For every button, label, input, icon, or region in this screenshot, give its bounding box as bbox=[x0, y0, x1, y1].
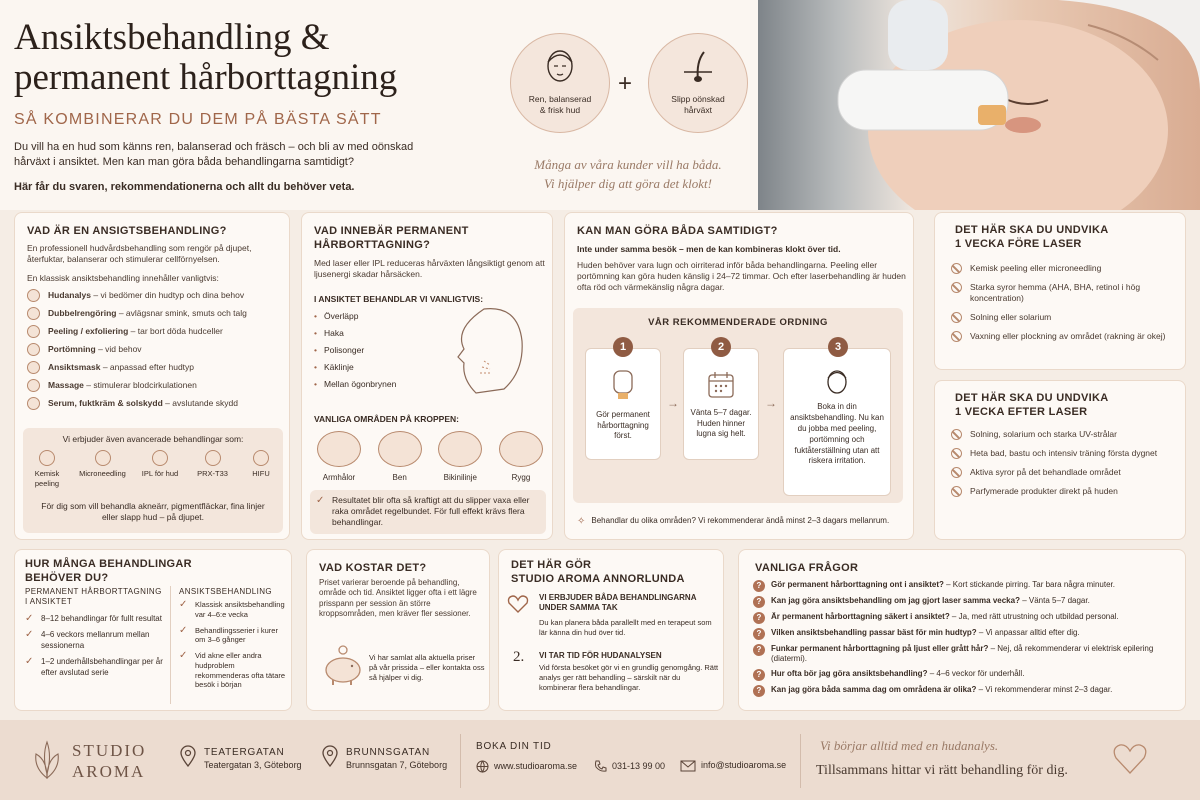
question-icon: ? bbox=[753, 596, 765, 608]
hero-photo bbox=[758, 0, 1200, 210]
faq-question: Gör permanent hårborttagning ont i ansiktet? bbox=[771, 580, 944, 589]
card-avoid-before-laser bbox=[934, 212, 1186, 370]
advanced-item bbox=[138, 450, 182, 488]
order-title: VÅR REKOMMENDERADE ORDNING bbox=[648, 317, 828, 328]
faq-item[interactable] bbox=[753, 644, 1183, 665]
diff-number-2: 2. bbox=[513, 649, 525, 665]
avoid-item-text: Heta bad, bastu och intensiv träning första dygnet bbox=[970, 448, 1158, 459]
cost-note: Vi har samlat alla aktuella priser på vår prissida – eller kontakta oss så hjälper vi dig. bbox=[369, 653, 485, 682]
title-line-2: permanent hårborttagning bbox=[14, 57, 398, 98]
serum-icon bbox=[27, 397, 40, 410]
faq-question: Funkar permanent hårborttagning på ljust eller grått hår? bbox=[771, 644, 989, 653]
body-area-label: Ben bbox=[392, 473, 407, 483]
check-icon: ✓ bbox=[25, 656, 34, 668]
card-facial-treatment bbox=[14, 212, 290, 540]
peeling-icon bbox=[27, 325, 40, 338]
avoid-item-text: Solning eller solarium bbox=[970, 312, 1052, 323]
diff-title-1: DET HÄR GÖR bbox=[511, 559, 592, 571]
card-how-many bbox=[14, 549, 292, 711]
arrow-icon: → bbox=[765, 396, 777, 410]
advanced-item-label: IPL för hud bbox=[141, 468, 179, 478]
intro-text: Du vill ha en hud som känns ren, balanserad och fräsch – och bli av med oönskad hårväxt i ansiktet. Men kan man göra båda behandlingarna samtidigt? bbox=[14, 141, 414, 168]
logo-line-1: STUDIO bbox=[72, 741, 147, 760]
circle-2-label: Slipp oönskad hårväxt bbox=[671, 93, 725, 115]
facial-step-desc: – vi bedömer din hudtyp och dina behov bbox=[91, 289, 245, 300]
location-2-name: BRUNNSGATAN bbox=[346, 747, 430, 758]
order-box bbox=[573, 308, 903, 503]
body-area-item bbox=[496, 431, 546, 484]
facial-step-desc: – stimulerar blodcirkulationen bbox=[83, 379, 197, 390]
advanced-item bbox=[191, 450, 235, 488]
footer-script: Vi börjar alltid med en hudanalys. bbox=[820, 738, 999, 753]
advanced-item bbox=[243, 450, 279, 488]
question-icon: ? bbox=[753, 612, 765, 624]
calendar-icon bbox=[705, 369, 737, 401]
prx-icon bbox=[205, 450, 221, 466]
diff-item-2-title: VI TAR TID FÖR HUDANALYSEN bbox=[539, 651, 662, 660]
advanced-note: För dig som vill behandla akneärr, pigmentfläckar, fina linjer eller slapp hud – på djupet. bbox=[41, 501, 265, 523]
chemical-peel-icon bbox=[39, 450, 55, 466]
avoid-item-text: Kemisk peeling eller microneedling bbox=[970, 263, 1102, 273]
count-item-text: 8–12 behandlingar för fullt resultat bbox=[41, 614, 162, 623]
arrow-icon: → bbox=[667, 396, 679, 410]
avoid-item bbox=[951, 429, 1179, 440]
facial-step bbox=[27, 325, 287, 338]
phone-icon bbox=[594, 760, 607, 773]
location-1-address: Teatergatan 3, Göteborg bbox=[204, 760, 302, 770]
facial-count-title: ANSIKTSBEHANDLING bbox=[179, 587, 273, 596]
avoid-after-title-1: DET HÄR SKA DU UNDVIKA bbox=[955, 392, 1109, 404]
cleansing-icon bbox=[27, 307, 40, 320]
logo-line-2: AROMA bbox=[72, 762, 146, 781]
faq-item[interactable] bbox=[753, 669, 1183, 681]
intro-bold: Här får du svaren, rekommendationerna och allt du behöver veta. bbox=[14, 181, 355, 193]
count-item bbox=[25, 657, 165, 678]
card-1-p1: En professionell hudvårdsbehandling som rengör på djupet, återfuktar, balanserar och stimulerar cellförnyelsen. bbox=[27, 243, 252, 265]
avoid-before-list bbox=[951, 263, 1179, 342]
hair-removal-note-box bbox=[310, 490, 546, 534]
advanced-treatments-box bbox=[23, 428, 283, 533]
question-icon: ? bbox=[753, 644, 765, 656]
check-icon: ✓ bbox=[179, 599, 188, 610]
check-icon: ✓ bbox=[179, 650, 188, 661]
bikini-icon bbox=[438, 431, 482, 467]
card-2-p1: Med laser eller IPL reduceras hårväxten långsiktigt genom att ljusenergi skadar hårsäcken. bbox=[314, 258, 545, 280]
footnote-text: Behandlar du olika områden? Vi rekommenderar ändå minst 2–3 dagars mellanrum. bbox=[591, 516, 890, 526]
diff-item-1-text: Du kan planera båda parallellt med en terapeut som lär känna din hud över tid. bbox=[539, 618, 712, 637]
faq-question: Är permanent hårborttagning säkert i ansiktet? bbox=[771, 612, 950, 621]
advanced-item bbox=[76, 450, 130, 488]
footer-divider bbox=[460, 734, 461, 788]
check-icon: ✓ bbox=[179, 624, 188, 636]
body-area-item bbox=[375, 431, 425, 484]
prohibited-icon bbox=[951, 486, 962, 497]
faq-item[interactable] bbox=[753, 580, 1183, 592]
circle-healthy-skin bbox=[510, 33, 610, 133]
facial-step bbox=[27, 397, 287, 410]
facial-step-name: Dubbelrengöring bbox=[48, 307, 117, 318]
facial-step bbox=[27, 379, 287, 392]
advanced-item-label: Microneedling bbox=[79, 468, 126, 478]
count-item-text: Vid akne eller andra hudproblem rekommenderas ofta tätare besök i början bbox=[195, 651, 286, 690]
prohibited-icon bbox=[951, 467, 962, 478]
avoid-item bbox=[951, 448, 1179, 459]
facial-step-name: Portömning bbox=[48, 343, 96, 354]
facial-step-name: Massage bbox=[48, 379, 84, 390]
card-3-title: KAN MAN GÖRA BÅDA SAMTIDIGT? bbox=[577, 225, 778, 237]
step-3-text: Boka in din ansiktsbehandling. Nu kan du jobba med peeling, portömning och fuktåterställning utan att riskera irritation. bbox=[790, 402, 884, 466]
face-areas-list bbox=[314, 311, 444, 396]
prohibited-icon bbox=[951, 312, 962, 323]
hair-removal-note: Resultatet blir ofta så kraftigt att du slipper vaxa eller raka området regelbundet. För full effekt krävs flera behandlingar. bbox=[332, 495, 530, 528]
hifu-icon bbox=[253, 450, 269, 466]
faq-answer: – Vänta 5–7 dagar. bbox=[1019, 596, 1090, 605]
advanced-item-label: HIFU bbox=[252, 468, 270, 478]
avoid-item-text: Vaxning eller plockning av området (rakning är okej) bbox=[970, 331, 1166, 342]
facial-step-desc: – anpassad efter hudtyp bbox=[100, 361, 195, 372]
mail-icon bbox=[680, 760, 696, 772]
count-item-text: Behandlingsserier i kurer om 3–6 gånger bbox=[195, 625, 278, 645]
pore-icon bbox=[27, 343, 40, 356]
face-area-item: • Mellan ögonbrynen bbox=[314, 379, 444, 390]
step-2-card bbox=[683, 341, 759, 460]
prohibited-icon bbox=[951, 448, 962, 459]
diff-item-2-text: Vid första besöket gör vi en grundlig genomgång. Rätt analys ger rätt behandling – särskilt när du kombinerar flera behandlingar. bbox=[539, 663, 719, 692]
body-area-item bbox=[314, 431, 364, 484]
cost-title: VAD KOSTAR DET? bbox=[319, 562, 427, 574]
hair-follicle-icon bbox=[676, 46, 720, 86]
avoid-after-title-2: 1 VECKA EFTER LASER bbox=[955, 406, 1088, 418]
faq-item[interactable] bbox=[753, 628, 1183, 640]
faq-list bbox=[753, 580, 1183, 697]
location-1-name: TEATERGATAN bbox=[204, 747, 285, 758]
microneedling-icon bbox=[95, 450, 111, 466]
website-text: www.studioaroma.se bbox=[494, 760, 578, 771]
footer-divider bbox=[800, 734, 801, 788]
facial-step-desc: – avlägsnar smink, smuts och talg bbox=[116, 307, 247, 318]
email-text: info@studioaroma.se bbox=[701, 760, 787, 771]
faq-answer: – Vi rekommenderar minst 2–3 dagar. bbox=[976, 684, 1113, 694]
facial-step-name: Ansiktsmask bbox=[48, 361, 101, 372]
prohibited-icon bbox=[951, 429, 962, 440]
script-line-2: Vi hjälper dig att göra det klokt! bbox=[543, 176, 712, 191]
prohibited-icon bbox=[951, 282, 962, 293]
diff-item-1-title: VI ERBJUDER BÅDA BEHANDLINGARNA UNDER SAMMA TAK bbox=[539, 593, 697, 613]
card-3-footnote bbox=[577, 515, 889, 528]
card-hair-removal bbox=[301, 212, 553, 540]
face-area-item: • Haka bbox=[314, 328, 444, 339]
faq-answer: – Nej, då rekommenderar vi elektrisk epilering (diatermi). bbox=[771, 644, 1154, 664]
script-line-1: Många av våra kunder vill ha båda. bbox=[534, 157, 722, 172]
card-avoid-after-laser bbox=[934, 380, 1186, 540]
body-area-label: Armhålor bbox=[322, 473, 356, 483]
check-icon: ✓ bbox=[316, 495, 325, 506]
avoid-item bbox=[951, 331, 1179, 342]
count-item bbox=[25, 614, 165, 624]
avoid-after-list bbox=[951, 429, 1179, 497]
step-3-card bbox=[783, 341, 891, 496]
question-icon: ? bbox=[753, 685, 765, 697]
card-faq bbox=[738, 549, 1186, 711]
facial-step-desc: – vid behov bbox=[95, 343, 142, 354]
advanced-list bbox=[27, 450, 279, 488]
facial-count-list bbox=[179, 600, 289, 690]
faq-title: VANLIGA FRÅGOR bbox=[755, 562, 859, 574]
avoid-before-title bbox=[955, 223, 1108, 251]
facial-step bbox=[27, 343, 287, 356]
footer bbox=[0, 720, 1200, 800]
check-icon: ✓ bbox=[25, 629, 34, 641]
book-title: BOKA DIN TID bbox=[476, 741, 552, 752]
count-item bbox=[179, 651, 289, 690]
question-icon: ? bbox=[753, 669, 765, 681]
advanced-item-label: Kemisk peeling bbox=[34, 468, 60, 488]
back-icon bbox=[499, 431, 543, 467]
step-3-number: 3 bbox=[828, 337, 848, 357]
avoid-item bbox=[951, 263, 1179, 274]
card-1-p2: En klassisk ansiktsbehandling innehåller vanligtvis: bbox=[27, 273, 219, 283]
avoid-before-title-2: 1 VECKA FÖRE LASER bbox=[955, 238, 1082, 250]
count-item bbox=[179, 600, 289, 620]
avoid-item bbox=[951, 467, 1179, 478]
avoid-item-text: Solning, solarium och starka UV-strålar bbox=[970, 429, 1117, 439]
face-icon bbox=[822, 365, 852, 397]
diff-title bbox=[511, 558, 685, 586]
heart-icon bbox=[507, 594, 529, 614]
body-area-item bbox=[435, 431, 485, 484]
avoid-after-title bbox=[955, 391, 1108, 419]
faq-question: Hur ofta bör jag göra ansiktsbehandling? bbox=[771, 668, 928, 678]
faq-answer: – Ja, med rätt utrustning och utbildad personal. bbox=[949, 612, 1119, 621]
card-both-same-time bbox=[564, 212, 914, 540]
location-pin-icon bbox=[180, 745, 196, 767]
face-area-item: • Polisonger bbox=[314, 345, 444, 356]
armpit-icon bbox=[317, 431, 361, 467]
circle-no-hair bbox=[648, 33, 748, 133]
faq-item[interactable] bbox=[753, 612, 1183, 624]
step-1-card bbox=[585, 341, 661, 460]
diff-title-2: STUDIO AROMA ANNORLUNDA bbox=[511, 573, 685, 585]
leg-icon bbox=[378, 431, 422, 467]
title-line-1: Ansiktsbehandling & bbox=[14, 17, 330, 58]
globe-icon bbox=[476, 760, 489, 773]
face-areas-title: I ANSIKTET BEHANDLAR VI VANLIGTVIS: bbox=[314, 294, 484, 304]
header-script bbox=[498, 155, 758, 193]
body-area-label: Rygg bbox=[511, 473, 531, 483]
facial-step bbox=[27, 289, 287, 302]
facial-step-name: Hudanalys bbox=[48, 289, 91, 300]
faq-question: Kan jag göra båda samma dag om områdena är olika? bbox=[771, 684, 977, 694]
face-analysis-icon bbox=[27, 289, 40, 302]
avoid-item bbox=[951, 312, 1179, 323]
facial-steps-list bbox=[27, 289, 287, 415]
footer-tagline: Tillsammans hittar vi rätt behandling för dig. bbox=[816, 763, 1068, 778]
body-area-label: Bikinilinje bbox=[443, 473, 477, 483]
step-2-number: 2 bbox=[711, 337, 731, 357]
circle-1-label: Ren, balanserad & frisk hud bbox=[528, 93, 592, 115]
step-1-number: 1 bbox=[613, 337, 633, 357]
body-areas-list bbox=[314, 431, 546, 484]
question-icon: ? bbox=[753, 580, 765, 592]
avoid-item bbox=[951, 282, 1179, 304]
facial-step-desc: – tar bort döda hudceller bbox=[128, 325, 223, 336]
facial-step bbox=[27, 307, 287, 320]
email-link[interactable] bbox=[680, 760, 786, 772]
card-1-title: VAD ÄR EN ANSIGTSBEHANDLING? bbox=[27, 225, 227, 237]
faq-answer: – Vi anpassar alltid efter dig. bbox=[976, 628, 1080, 637]
plus-sign: + bbox=[618, 70, 633, 97]
count-item bbox=[179, 626, 289, 646]
website-link[interactable] bbox=[476, 760, 577, 773]
card-2-title: VAD INNEBÄR PERMANENT HÅRBORTTAGNING? bbox=[314, 225, 469, 251]
question-icon: ? bbox=[753, 628, 765, 640]
page-subtitle: SÅ KOMBINERAR DU DEM PÅ BÄSTA SÄTT bbox=[14, 111, 382, 128]
faq-question: Kan jag göra ansiktsbehandling om jag gjort laser samma vecka? bbox=[771, 596, 1020, 605]
card-3-lead: Inte under samma besök – men de kan kombineras klokt över tid. bbox=[577, 244, 841, 254]
phone-link[interactable] bbox=[594, 760, 665, 773]
avoid-item-text: Parfymerade produkter direkt på huden bbox=[970, 486, 1118, 497]
count-item-text: Klassisk ansiktsbehandling var 4–6:e vecka bbox=[195, 600, 285, 619]
laser-treatment-illustration bbox=[758, 0, 1200, 210]
sparkle-icon: ✧ bbox=[577, 516, 586, 527]
massage-icon bbox=[27, 379, 40, 392]
facial-step-name: Peeling / exfoliering bbox=[48, 325, 129, 336]
how-many-title: HUR MÅNGA BEHANDLINGAR BEHÖVER DU? bbox=[25, 558, 192, 584]
hair-count-list bbox=[25, 614, 165, 678]
ipl-icon bbox=[152, 450, 168, 466]
advanced-item bbox=[27, 450, 67, 488]
advanced-item-label: PRX-T33 bbox=[197, 468, 228, 478]
faq-question: Vilken ansiktsbehandling passar bäst för min hudtyp? bbox=[771, 628, 977, 637]
facial-step-desc: – avslutande skydd bbox=[162, 397, 238, 408]
card-cost bbox=[306, 549, 490, 711]
phone-text: 031-13 99 00 bbox=[612, 760, 666, 771]
location-2-address: Brunnsgatan 7, Göteborg bbox=[346, 760, 448, 770]
cost-text: Priset varierar beroende på behandling, område och tid. Ansiktet ligger ofta i ett lägre prisspann per session än större kroppsområden, men kräver fler sessioner. bbox=[319, 578, 477, 619]
logo-text bbox=[72, 740, 146, 782]
face-icon bbox=[538, 46, 582, 86]
heart-outline-icon bbox=[1110, 738, 1150, 778]
face-area-item: • Käklinje bbox=[314, 362, 444, 373]
facial-step-name: Serum, fuktkräm & solskydd bbox=[48, 397, 163, 408]
advanced-title: Vi erbjuder även avancerade behandlingar som: bbox=[62, 434, 244, 444]
mask-icon bbox=[27, 361, 40, 374]
count-item-text: 1–2 underhållsbehandlingar per år efter avslutad serie bbox=[41, 657, 163, 677]
facial-step bbox=[27, 361, 287, 374]
faq-item[interactable] bbox=[753, 685, 1183, 697]
lotus-logo-icon bbox=[30, 738, 64, 782]
location-pin-icon bbox=[322, 745, 338, 767]
count-item-text: 4–6 veckors mellanrum mellan sessionerna bbox=[41, 630, 150, 650]
avoid-item-text: Starka syror hemma (AHA, BHA, retinol i hög koncentration) bbox=[970, 282, 1141, 304]
avoid-item-text: Aktiva syror på det behandlade området bbox=[970, 467, 1121, 478]
hair-count-title: PERMANENT HÅRBORTTAGNING I ANSIKTET bbox=[25, 587, 162, 607]
face-profile-icon bbox=[444, 301, 534, 397]
faq-answer: – 4–6 veckor för underhåll. bbox=[927, 668, 1025, 678]
piggy-bank-icon bbox=[319, 642, 367, 690]
check-icon: ✓ bbox=[25, 613, 34, 624]
prohibited-icon bbox=[951, 263, 962, 274]
page-title bbox=[14, 18, 397, 98]
avoid-item bbox=[951, 486, 1179, 497]
count-item bbox=[25, 630, 165, 651]
step-2-text: Vänta 5–7 dagar. Huden hinner lugna sig helt. bbox=[690, 408, 752, 439]
card-difference bbox=[498, 549, 724, 711]
faq-answer: – Kort stickande pirring. Tar bara några minuter. bbox=[943, 580, 1115, 589]
step-1-text: Gör permanent hårborttagning först. bbox=[596, 410, 650, 441]
face-area-item: • Överläpp bbox=[314, 311, 444, 322]
prohibited-icon bbox=[951, 331, 962, 342]
faq-item[interactable] bbox=[753, 596, 1183, 608]
column-divider bbox=[170, 586, 171, 704]
avoid-before-title-1: DET HÄR SKA DU UNDVIKA bbox=[955, 224, 1109, 236]
card-3-p1: Huden behöver vara lugn och oirriterad inför båda behandlingarna. Peeling eller portömning kan göra huden känslig i 24–72 timmar. Och efter laserbehandling är huden ofta röd och värmekänslig några dagar. bbox=[577, 260, 906, 293]
laser-device-icon bbox=[608, 367, 638, 403]
body-areas-title: VANLIGA OMRÅDEN PÅ KROPPEN: bbox=[314, 414, 459, 424]
